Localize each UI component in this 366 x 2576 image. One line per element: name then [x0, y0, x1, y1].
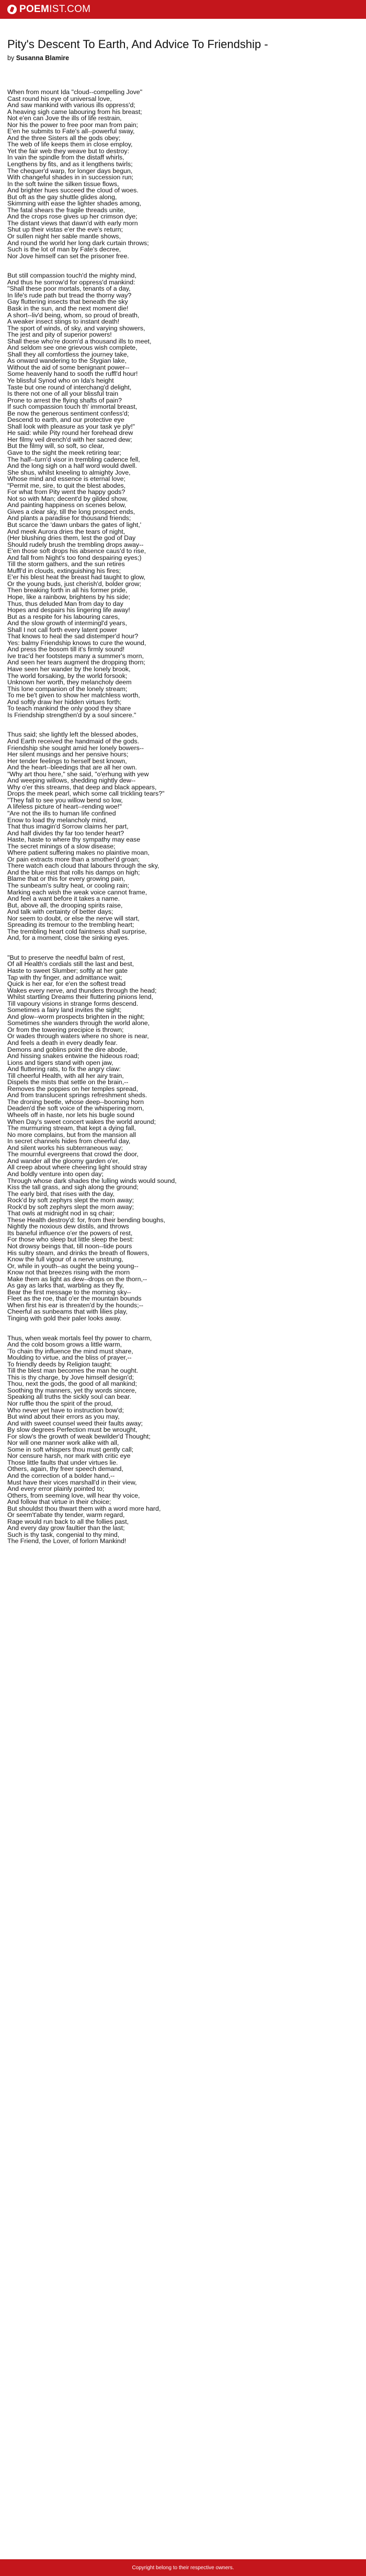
poem-line: The murmuring stream, that kept a dying fall, [7, 1124, 136, 1132]
poem-line: Unknown her worth, they melancholy deem [7, 678, 132, 686]
quill-icon [7, 5, 17, 14]
poem-line: To teach mankind the only good they share [7, 705, 131, 712]
poem-line: "They fall to see you willow bend so low, [7, 796, 123, 804]
poem-line: Till vapoury visions in strange forms descend. [7, 999, 139, 1007]
poem-line: Tinging with gold their paler looks away. [7, 1314, 122, 1322]
poem-line: Through whose dark shades the lulling winds would sound, [7, 1177, 177, 1184]
poem-line: To me be't given to show her matchless worth, [7, 692, 140, 699]
poem-line: When from mount Ida "cloud--compelling Jove" [7, 88, 143, 96]
poem-line: In vain the spindle from the distaff whirls, [7, 154, 124, 162]
poem-line: As onward wandering to the Stygian lake, [7, 357, 127, 365]
poem-line: If such compassion touch th' immortal breast, [7, 403, 138, 411]
poem-line: Those little faults that under virtues lie. [7, 1458, 118, 1466]
poem-line: Bear the first message to the morning sky-- [7, 1288, 131, 1296]
poem-line: The chequer'd warp, for longer days begun, [7, 167, 133, 175]
poem-line: Deaden'd the soft voice of the whispering morn, [7, 1105, 144, 1112]
site-header [0, 0, 366, 19]
poem-line: Tap with thy finger, and admittance wait; [7, 973, 122, 981]
poem-line: Not so with Man; decent'd by gilded show, [7, 494, 128, 502]
poem-line: "Permit me, sire, to quit the blest abodes, [7, 481, 126, 489]
poem-line: Or from the towering precipice is thrown; [7, 1026, 124, 1033]
poem-line: The fatal shears the fragile threads unite, [7, 206, 125, 214]
poem-line: Thus said; she lightly left the blessed abodes, [7, 731, 139, 739]
poem-line: And talk with certainty of better days; [7, 908, 113, 916]
poem-line: Her silent musings and her pensive hours; [7, 751, 129, 758]
poem-line: And the correction of a bolder hand,-- [7, 1472, 115, 1480]
poem-line: Others, again, thy freer speech demand, [7, 1465, 123, 1473]
poem-line: Gay fluttering insects that beneath the sky [7, 298, 128, 306]
poem-line: Dispels the mists that settle on the brain,-- [7, 1078, 129, 1086]
poem-line: Ive trac'd her footsteps many a summer's morn, [7, 652, 144, 660]
poem-line: And from translucent springs refreshment sheds. [7, 1091, 147, 1099]
poem-line: Shall look with pleasure as your task ye ply!" [7, 422, 135, 430]
poem-line: The half--turn'd visor in trembling cadence fell, [7, 455, 140, 463]
poem-line: The sport of winds, of sky, and varying showers, [7, 324, 145, 332]
poem-line: Such is thy task, congenial to thy mind, [7, 1531, 120, 1538]
poem-header [7, 38, 359, 62]
poem-line: And the heart--bleedings that are all her own. [7, 764, 137, 772]
poem-line: Shall I not call forth every latent power [7, 626, 118, 634]
poem-line: Lions and tigers stand with open jaw, [7, 1059, 113, 1066]
poem-line: And fall from Night's too fond despairing eyes;) [7, 554, 142, 561]
poem-line: Lengthens by fits, and as it lengthens twirls; [7, 160, 133, 168]
poem-line: Her filmy veil drench'd with her sacred dew; [7, 435, 132, 443]
poem-line: Why o'er this streams, that deep and black appears, [7, 783, 157, 791]
poem-line: But oft as the gay shuttle glides along, [7, 193, 117, 201]
poem-line: Or pain extracts more than a smother'd groan; [7, 855, 140, 863]
poem-line: And every day grow faultier than the last; [7, 1524, 125, 1532]
poem-line: Spreading its tremour to the trembling heart; [7, 921, 134, 929]
poem-line: Or wades through waters where no shore is near, [7, 1032, 149, 1040]
poem-line: Speaking all truths the sickly soul can bear. [7, 1393, 131, 1401]
poem-line: And fluttering rats, to fix the angry claw: [7, 1065, 121, 1073]
poem-line: Thus, when weak mortals feel thy power to charm, [7, 1334, 152, 1342]
poem-line: And with sweet counsel weed their faults away; [7, 1419, 143, 1427]
poem-line: Some heavenly hand to sooth the ruffl'd hour! [7, 370, 138, 378]
byline-prefix: by [7, 54, 15, 62]
poem-line: "But to preserve the needful balm of rest, [7, 953, 125, 961]
poem-line: In the soft twine the silken tissue flows, [7, 180, 119, 188]
poem-line: E'en those soft drops his absence caus'd to rise, [7, 547, 146, 555]
poem-body [7, 89, 359, 1558]
poem-line: Where patient suffering makes no plaintive moan, [7, 849, 150, 857]
poem-line: And every error plainly pointed to; [7, 1485, 105, 1493]
poem-line: Rock'd by soft zephyrs slept the morn away; [7, 1197, 134, 1204]
site-logo[interactable] [7, 4, 90, 15]
poem-line: Cast round his eye of universal love, [7, 95, 112, 102]
poem-line: Yet the fair web they weave but to destroy: [7, 147, 130, 155]
poem-line: These Health destroy'd: for, from their bending boughs, [7, 1216, 165, 1224]
poem-line: Kiss the tall grass, and sigh along the ground; [7, 1183, 139, 1191]
poem-line: And the long sigh on a half word would dwell. [7, 462, 137, 470]
poem-line: Be now the generous sentiment confess'd; [7, 409, 130, 417]
poem-line: This is thy charge, by Jove himself design'd; [7, 1373, 134, 1381]
poem-line: Whose mind and essence is eternal love; [7, 475, 125, 483]
poem-line: The web of life keeps them in close employ, [7, 141, 133, 148]
poem-line: A lifeless picture of heart--rending woe!" [7, 803, 122, 811]
poem-line: Know not that breezes rising with the morn [7, 1269, 130, 1276]
poem-line: Is there not one of all your blissful train [7, 390, 119, 398]
poem-line: In life's rude path but tread the thorny way? [7, 291, 132, 299]
poem-line: And brighter hues succeed the cloud of woes. [7, 187, 139, 194]
author-name[interactable]: Susanna Blamire [16, 54, 70, 62]
poem-line: But wind about their errors as you may, [7, 1413, 120, 1421]
poem-line: Till the storm gathers, and the sun retires [7, 560, 125, 568]
poem-line: Nor Jove himself can set the prisoner free. [7, 252, 129, 260]
poem-line: Rock'd by soft zephyrs slept the morn away; [7, 1203, 134, 1211]
poem-line: "Shall these poor mortals, tenants of a day, [7, 285, 131, 293]
poem-line: In secret channels hides from cheerful day, [7, 1137, 131, 1145]
poem-line: With changeful shades in in succession run; [7, 174, 134, 181]
poem-line: That owls at midnight nod in sq chair; [7, 1210, 115, 1217]
poem-line: Prone to arrest the flying shafts of pain? [7, 396, 122, 404]
poem-line: And meek Aurora dries the tears of night, [7, 527, 125, 535]
poem-line: And seldom see one grievous wish complete, [7, 344, 138, 352]
poem-line: Make them as light as dew--drops on the thorn,-- [7, 1275, 147, 1283]
poem-line: And wander all the gloomy garden o'er, [7, 1157, 120, 1165]
poem-line: Skimming with ease the lighter shades among, [7, 200, 142, 208]
stanza [7, 89, 359, 259]
poem-line: E'er his blest heat the breast had taught to glow, [7, 573, 146, 581]
poem-line: And plants a paradise for thousand friends; [7, 514, 131, 522]
poem-line: Should rudely brush the trembling drops away-- [7, 540, 144, 548]
poem-line: And, for a moment, close the sinking eyes. [7, 934, 130, 942]
poem-line: This lone companion of the lonely stream; [7, 685, 128, 693]
poem-line: That knows to heal the sad distemper'd hour? [7, 632, 139, 640]
poem-line: And the three Sisters all the gods obey; [7, 134, 121, 142]
stanza [7, 272, 359, 718]
poem-line: No more complains, but from the mansion all [7, 1131, 136, 1138]
poem-line: A weaker insect stings to instant death! [7, 318, 120, 326]
poem-line: Drops the meek pearl, which some call trickling tears?" [7, 790, 165, 798]
poem-line: A short--liv'd being, whom, so proud of breath, [7, 311, 140, 319]
poem-line: That thus imagin'd Sorrow claims her part, [7, 823, 129, 831]
poem-line: Till the blest man becomes the man he ought. [7, 1367, 139, 1375]
poem-line: Is Friendship strengthen'd by a soul sincere." [7, 711, 136, 719]
poem-line: For what from Pity went the happy gods? [7, 488, 125, 496]
poem-line: Sometimes a fairy land invites the sight; [7, 1006, 122, 1014]
poem-line: Moulding to virtue, and the bliss of prayer,-- [7, 1354, 132, 1362]
poem-line: Demons and goblins point the dire abode, [7, 1045, 128, 1053]
poem-line: Without the aid of some benignant power-- [7, 363, 130, 371]
poem-line: When Day's sweet concert wakes the world around; [7, 1118, 156, 1125]
poem-line: The early bird, that rises with the day, [7, 1190, 115, 1198]
poem-line: Removes the poppies on her temples spread, [7, 1085, 139, 1092]
poem-line: Thus, thus deluded Man from day to day [7, 600, 123, 607]
poem-line: There watch each cloud that labours through the sky, [7, 862, 159, 870]
poem-line: "Why art thou here," she said, "o'erhung with yew [7, 770, 149, 778]
poem-line: The jest and pity of superior powers! [7, 331, 112, 339]
poem-line: The droning beetle, whose deep--booming horn [7, 1098, 144, 1106]
poem-line: Some in soft whispers thou must gently call; [7, 1445, 134, 1453]
poem-line: And saw mankind with various ills oppress'd; [7, 101, 135, 109]
poem-line: Or, while in youth--as ought the being young-- [7, 1262, 139, 1270]
poem-line: When first his ear is threaten'd by the hounds;-- [7, 1301, 143, 1309]
poem-line: Taste but one round of interchang'd delight, [7, 383, 132, 391]
poem-line: The trembling heart cold faintness shall surprise, [7, 927, 147, 935]
poem-line: The world forsaking, by the world forsook; [7, 672, 128, 680]
poem-line: And the crops rose gives up her crimson dye; [7, 213, 138, 221]
poem-line: The mournful evergreens that crowd the door, [7, 1151, 139, 1158]
poem-line: The Friend, the Lover, of forlorn Mankind! [7, 1537, 127, 1545]
poem-line: Haste to sweet Slumber; softly at her gate [7, 967, 128, 974]
poem-line: All creep about where cheering light should stray [7, 1164, 147, 1171]
poem-line: She shus, whilst kneeling to almighty Jove, [7, 468, 131, 476]
poem-line: Blame that or this for every growing pain, [7, 875, 125, 883]
poem-line: Not e'en can Jove the ills of life restrain, [7, 114, 122, 122]
poem-line: And feels a death in every deadly fear. [7, 1039, 118, 1047]
poem-line: Nor seem to doubt, or else the nerve will start, [7, 914, 140, 922]
stanza [7, 1335, 359, 1545]
poem-line: And glow--worm prospects brighten in the night; [7, 1013, 145, 1020]
poem-line: And feel a want before it takes a name. [7, 895, 120, 903]
poem-title: Pity's Descent To Earth, And Advice To Friendship - [7, 38, 268, 51]
poem-line: "Are not the ills to human life confined [7, 809, 116, 817]
poem-line: As gay as larks that, warbling as they fly, [7, 1282, 124, 1290]
logo-main: POEM [19, 4, 50, 15]
poem-line: Shall they all comfortless the journey take, [7, 350, 129, 358]
poem-line: For those who sleep but little sleep the best: [7, 1236, 134, 1244]
poem-line: A heaving sigh came labouring from his breast; [7, 108, 142, 116]
poem-line: Or sullen night her sable mantle shows, [7, 233, 121, 240]
poem-line: Nor will one manner work alike with all, [7, 1439, 119, 1447]
poem-line: Soothing thy manners, yet thy words sincere, [7, 1386, 137, 1394]
poem-line: Rage would run back to all the follies past, [7, 1517, 129, 1525]
poem-line: Shall these who're doom'd a thousand ills to meet, [7, 337, 152, 345]
poem-line: Sometimes she wanders through the world alone, [7, 1019, 150, 1027]
poem-line: Marking each wish the weak voice cannot frame, [7, 888, 147, 896]
poem-line: (Her blushing dries them, lest the god of Day [7, 534, 136, 542]
poem-line: But scarce the 'dawn unbars the gates of light,' [7, 521, 142, 528]
poem-line: And the slow growth of intermingl'd years, [7, 619, 127, 627]
poem-line: Who never yet have to instruction bow'd; [7, 1406, 124, 1414]
poem-line: Quick is her ear, for e'en the softest tread [7, 980, 126, 988]
poem-line: Her tender feelings to herself best known, [7, 757, 127, 765]
poem-line: Gives a clear sky, till the long prospect ends, [7, 508, 135, 515]
poem-line: Or seem't'abate thy tender, warm regard, [7, 1511, 125, 1519]
poem-line: Such is the lot of man by Fate's decree, [7, 246, 121, 254]
poem-line: Shut up their vistas e'er the eve's return; [7, 226, 123, 234]
poem-line: The distant views that dawn'd with early morn [7, 219, 138, 227]
poem-line: Wakes every nerve, and thunders through the head; [7, 986, 157, 994]
poem-line: And silent works his subterraneous way; [7, 1144, 123, 1152]
poem-line: Friendship she sought amid her lonely bowers-- [7, 744, 144, 752]
poem-line: And boldly venture into open day; [7, 1170, 104, 1178]
poem-line: But, above all, the drooping spirits raise, [7, 901, 123, 909]
poem-line: Of all Health's cordials still the last and best, [7, 960, 134, 968]
poem-line: Ye blissful Synod who on Ida's height [7, 376, 114, 384]
poem-line: His sultry steam, and drinks the breath of flowers, [7, 1249, 150, 1257]
poem-line: And softly draw her hidden virtues forth; [7, 698, 122, 706]
poem-line: Hope, like a rainbow, brightens by his side; [7, 593, 130, 601]
poem-line: And follow that virtue in their choice; [7, 1498, 111, 1506]
poem-line: The secret minings of a slow disease; [7, 842, 116, 850]
poem-line: And half divides thy far too tender heart? [7, 829, 124, 837]
poem-line: But as a respite for his labouring cares, [7, 613, 120, 620]
poem-line: Enow to load thy melancholy mind, [7, 816, 108, 824]
poem-line: Cheerful as sunbeams that with lilies play, [7, 1308, 128, 1316]
poem-line: To friendly deeds by Religion taught; [7, 1360, 112, 1368]
poem-line: Others, from seeming love, will hear thy voice, [7, 1491, 140, 1499]
poem-line: Nor censure harsh, nor mark with critic eye [7, 1452, 131, 1460]
poem-line: Nor his the power to free poor man from pain; [7, 121, 138, 129]
poem-line: Fleet as the roe, that o'er the mountain bounds [7, 1295, 142, 1303]
poem-line: Gave to the sight the meek retiring tear; [7, 448, 121, 456]
poem-line: Till cheerful Health, with all her airy train, [7, 1072, 124, 1079]
poem-line: Wheels off in haste, nor lets his bugle sound [7, 1111, 134, 1119]
poem-line: By slow degrees Perfection must be wrought, [7, 1426, 138, 1434]
poem-line: And weeping willows, shedding nightly dew-- [7, 777, 136, 785]
poem-line: And round the world her long dark curtain throws; [7, 239, 149, 247]
poem-line: Descend to earth, and our protective eye [7, 416, 124, 424]
poem-line: Not drowsy beings that, till noon--tide pours [7, 1242, 132, 1250]
poem-line: Its baneful influence o'er the powers of rest, [7, 1229, 133, 1237]
poem-line: Or the young buds, just cherish'd, bolder grow; [7, 580, 141, 588]
poem-line: E'en he submits to Fate's all--powerful sway, [7, 128, 135, 135]
poem-line: He said: while Pity round her forehead drew [7, 429, 133, 437]
poem-line: And hissing snakes entwine the hideous road; [7, 1052, 140, 1060]
poem-line: But the filmy will, so soft, so clear, [7, 442, 105, 450]
poem-line: Muffl'd in clouds, extinguishing his fires; [7, 567, 121, 574]
poem-line: And the blue mist that rolls his damps on high; [7, 868, 140, 876]
poem-line: And the cold bosom grows a little warm, [7, 1341, 122, 1349]
poem-line: Nightly the noxious dew distils, and throws [7, 1223, 129, 1230]
poem-line: Bask in the sun, and the next moment die! [7, 304, 129, 312]
poem-line: The sunbeam's sultry heat, or cooling rain; [7, 881, 130, 889]
poem-line: Hopes and despairs his lingering life away! [7, 606, 130, 614]
stanza [7, 954, 359, 1322]
poem-line: Haste, haste to where thy sympathy may ease [7, 836, 141, 844]
poem-line: Whilst startling Dreams their fluttering pinions lend, [7, 993, 153, 1001]
poem-line: And painting happiness on scenes below, [7, 501, 127, 509]
copyright-text: Copyright belong to their respective owners. [132, 2564, 234, 2571]
poem-line: Then breaking forth in all his former pride, [7, 586, 128, 594]
poem-line: 'To chain thy influence the mind must share, [7, 1347, 133, 1355]
poem-line: And Earth received the handmaid of the gods. [7, 737, 140, 745]
poem-line: Must have their vices marshall'd in their view, [7, 1478, 137, 1486]
poem-line: Know the full vigour of a nerve unstrung, [7, 1256, 123, 1263]
byline [7, 54, 359, 62]
stanza [7, 731, 359, 941]
poem-line: And press the bosom till it's firmly sound! [7, 646, 125, 653]
poem-line: For slow's the growth of weak bewilder'd Thought; [7, 1432, 151, 1440]
poem-line: Yes: balmy Friendship knows to cure the wound, [7, 639, 146, 647]
poem-line: But still compassion touch'd the mighty mind, [7, 272, 136, 280]
site-footer [0, 2559, 366, 2576]
poem-line: But shouldst thou thwart them with a word more hard, [7, 1504, 161, 1512]
logo-suffix: IST.COM [49, 4, 91, 15]
poem-line: Have seen her wander by the lonely brook, [7, 665, 131, 673]
poem-line: And seen her tears augment the dropping thorn; [7, 659, 145, 666]
poem-line: Nor ruffle thou the spirit of the proud, [7, 1400, 113, 1407]
poem-line: And thus he sorrow'd for oppress'd mankind: [7, 278, 135, 286]
poem-line: Thou, next the gods, the good of all mankind; [7, 1380, 137, 1388]
